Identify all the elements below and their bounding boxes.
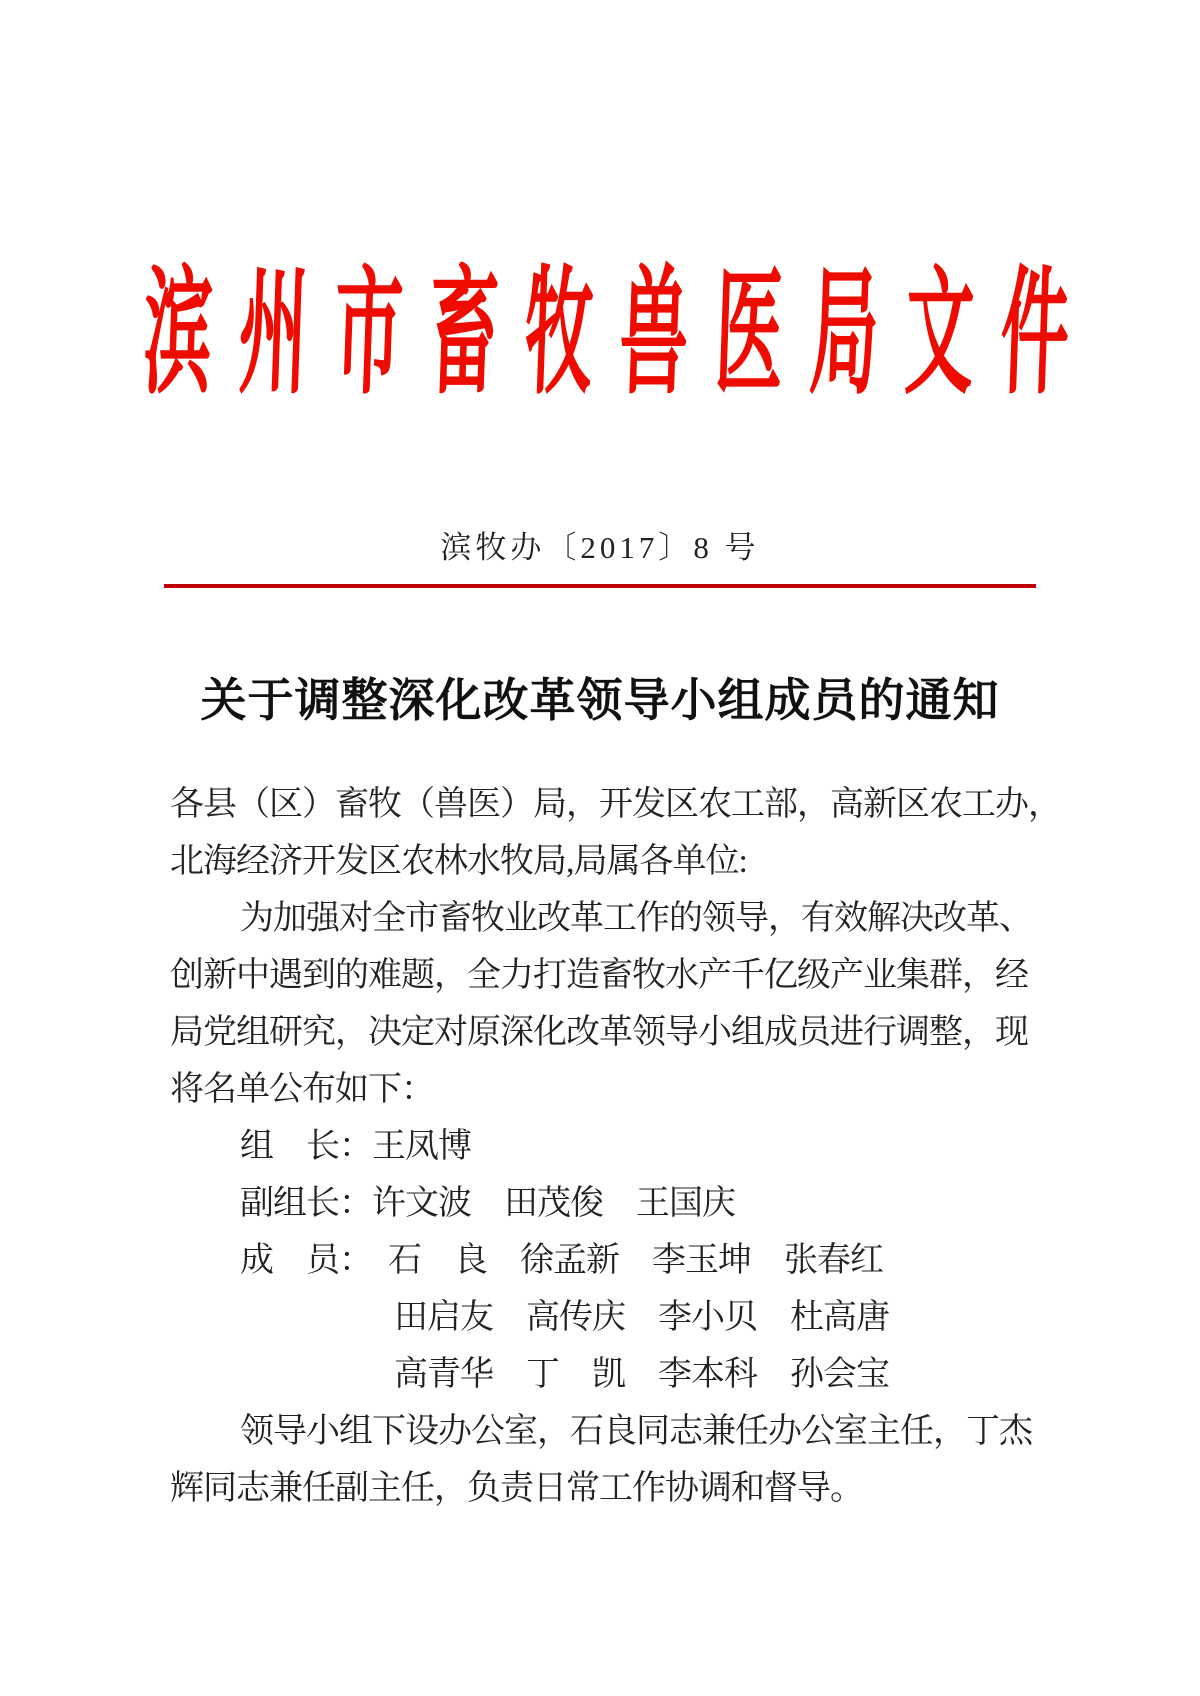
body-line: 创新中遇到的难题，全力打造畜牧水产千亿级产业集群，经 (170, 957, 1028, 994)
body-line: 辉同志兼任副主任，负责日常工作协调和督导。 (170, 1470, 863, 1507)
body-line: 领导小组下设办公室，石良同志兼任办公室主任，丁杰 (240, 1413, 1032, 1450)
document-number: 滨牧办〔2017〕8 号 (440, 530, 760, 565)
notice-title: 关于调整深化改革领导小组成员的通知 (200, 675, 1000, 726)
body-line-members-1: 成 员： 石 良 徐孟新 李玉坤 张春红 (240, 1242, 883, 1279)
body-line-members-3: 高青华 丁 凯 李本科 孙会宝 (394, 1356, 889, 1393)
body-line: 局党组研究，决定对原深化改革领导小组成员进行调整，现 (170, 1014, 1028, 1051)
body-line: 将名单公布如下： (170, 1071, 434, 1108)
body-line-group-leader: 组 长：王凤博 (240, 1128, 471, 1165)
agency-title: 滨州市畜牧兽医局文件 (141, 257, 1099, 411)
body-line: 北海经济开发区农林水牧局,局属各单位: (170, 843, 747, 880)
notice-body (170, 776, 1061, 1517)
red-divider-rule (164, 584, 1036, 588)
body-line-members-2: 田启友 高传庆 李小贝 杜高唐 (394, 1299, 889, 1336)
body-line: 为加强对全市畜牧业改革工作的领导，有效解决改革、 (240, 900, 1032, 937)
body-line: 各县（区）畜牧（兽医）局，开发区农工部，高新区农工办， (170, 786, 1061, 823)
body-line-deputy-leaders: 副组长：许文波 田茂俊 王国庆 (240, 1185, 735, 1222)
red-masthead (0, 257, 1200, 411)
